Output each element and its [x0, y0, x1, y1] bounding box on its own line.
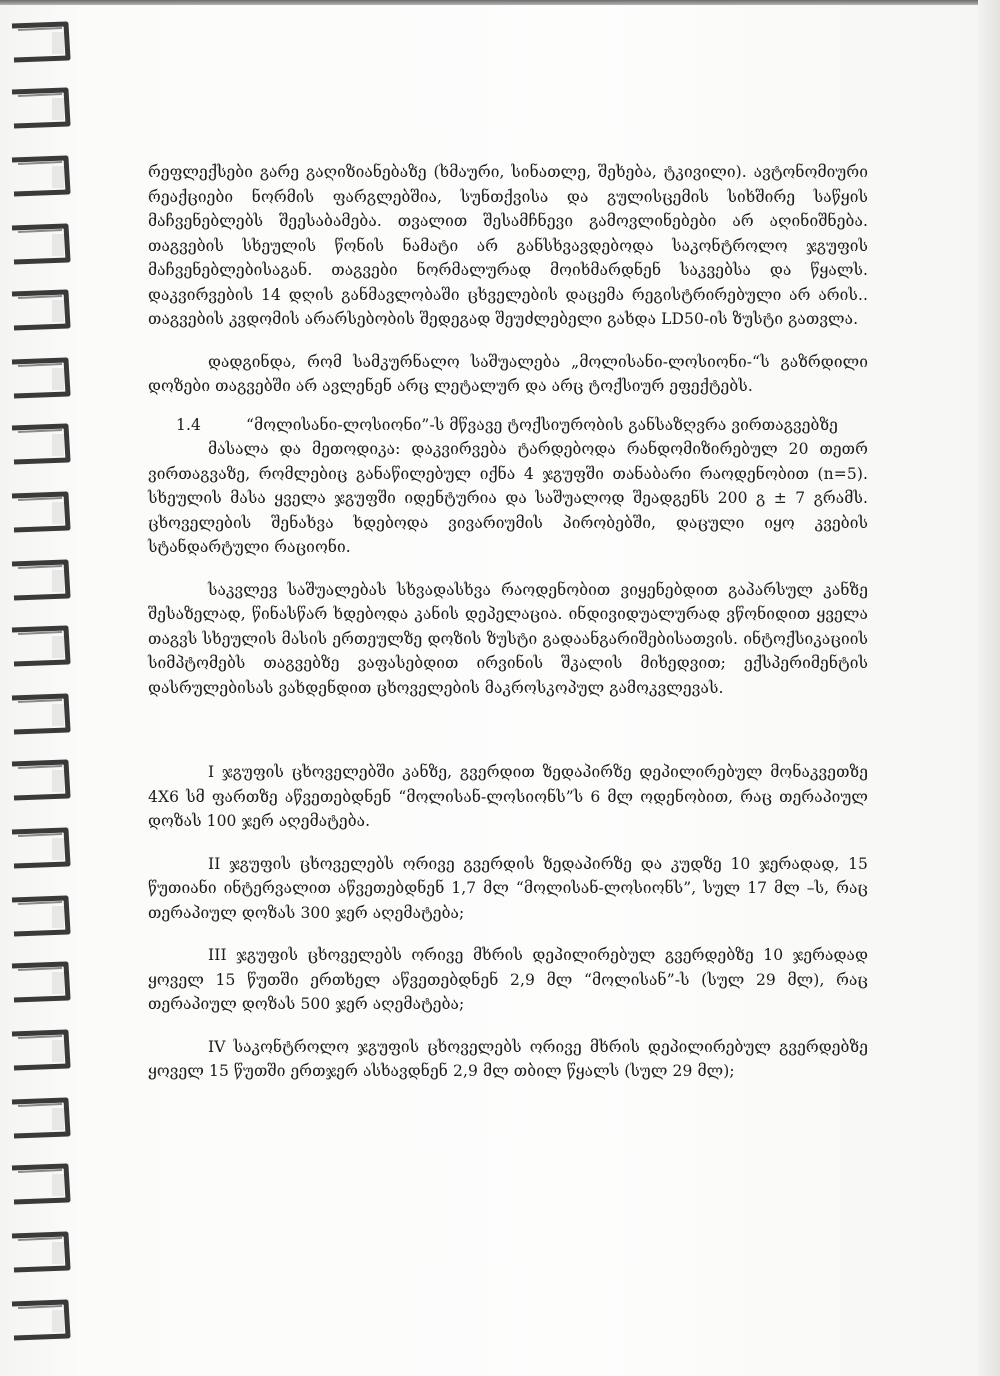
- binding-ring-icon: [8, 354, 76, 400]
- binding-ring-icon: [8, 18, 76, 64]
- binding-ring-icon: [8, 152, 76, 198]
- binding-ring-icon: [8, 756, 76, 802]
- paragraph: IV საკონტროლო ჯგუფის ცხოველებს ორივე მხრის დეპილირებულ გვერდებზე ყოველ 15 წუთში ერთჯერ ასხავდნენ 2,9 მლ თბილ წყალს (სულ 29 მლ);: [148, 1037, 868, 1080]
- document-body: [148, 160, 868, 1084]
- section-number: 1.4: [176, 415, 201, 434]
- paragraph: დადგინდა, რომ სამკურნალო საშუალება „მოლისანი-ლოსიონი-“ს გაზრდილი დოზები თაგვებში არ ავლენენ არც ლეტალურ და არც ტოქსიურ ეფექტებს.: [148, 352, 868, 395]
- page-top-edge: [0, 0, 1000, 5]
- binding-ring-icon: [8, 1160, 76, 1206]
- paragraph: II ჯგუფის ცხოველებს ორივე გვერდის ზედაპირზე და კუდზე 10 ჯერადად, 15 წუთიანი ინტერვალით აწვეთებდნენ 1,7 მლ “მოლისან-ლოსიონს”, სულ 17 მლ –ს, რაც თერაპიულ დოზას 300 ჯერ აღემატება;: [148, 854, 868, 922]
- binding-ring-icon: [8, 220, 76, 266]
- binding-ring-icon: [8, 1026, 76, 1072]
- binding-ring-icon: [8, 690, 76, 736]
- spiral-binding: [0, 0, 90, 1376]
- section-heading: [148, 413, 868, 438]
- binding-ring-icon: [8, 622, 76, 668]
- paragraph: I ჯგუფის ცხოველებში კანზე, გვერდით ზედაპირზე დეპილირებულ მონაკვეთზე 4X6 სმ ფართზე აწვეთებდნენ “მოლისან-ლოსიონს”ს 6 მლ ოდენობით, რაც თერაპიულ დოზას 100 ჯერ აღემატება.: [148, 763, 868, 830]
- binding-ring-icon: [8, 1296, 76, 1342]
- binding-ring-icon: [8, 84, 76, 130]
- binding-ring-icon: [8, 958, 76, 1004]
- binding-ring-icon: [8, 892, 76, 938]
- binding-ring-icon: [8, 420, 76, 466]
- binding-ring-icon: [8, 1228, 76, 1274]
- paragraph: რეფლექსები გარე გაღიზიანებაზე (ხმაური, სინათლე, შეხება, ტკივილი). ავტონომიური რეაქციები ნორმის ფარგლებშია, სუნთქვისა და გულისცემის სიხშირე საწყის მაჩვენებლებს შეესაბამება. თვალით შესამჩნევი გამოვლინებები არ აღინიშნება. თაგვების სხეულის წონის ნამატი არ განსხვავდებოდა საკონტროლო ჯგუფის მაჩვენებლებისაგან. თაგვები ნორმალურად მოიხმარდნენ საკვებსა და წყალს. დაკვირვების 14 დღის განმავლობაში ცხველების დაცემა რეგისტრირებული არ არის.. თაგვების კვდომის არარსებობის შედეგად შეუძლებელი გახდა LD50-ის ზუსტი გათვლა.: [148, 163, 868, 328]
- paragraph: მასალა და მეთოდიკა: დაკვირვება ტარდებოდა რანდომიზირებულ 20 თეთრ ვირთაგვაზე, რომლებიც განაწილებულ იქნა 4 ჯგუფში თანაბარი რაოდენობით (n=5). სხეულის მასა ყველა ჯგუფში იდენტურია და საშუალოდ შეადგენს 200 გ ± 7 გრამს. ცხოველების შენახვა ხდებოდა ვივარიუმის პირობებში, დაცული იყო კვების სტანდარტული რაციონი.: [148, 440, 868, 556]
- section-title: “მოლისანი-ლოსიონი”-ს მწვავე ტოქსიურობის განსაზღვრა ვირთაგვებზე: [246, 415, 838, 434]
- page-right-edge: [978, 0, 1000, 1376]
- binding-ring-icon: [8, 286, 76, 332]
- paragraph: საკვლევ საშუალებას სხვადასხვა რაოდენობით ვიყენებდით გაპარსულ კანზე შესაზელად, წინასწარ ხდებოდა კანის დეპელაცია. ინდივიდუალურად ვწონიდით ყველა თაგვს სხეულის მასის ერთეულზე დოზის ზუსტი გადაანგარიშებისათვის. ინტოქსიკაციის სიმპტომებს თაგვებზე ვაფასებდით ირვინის შკალის მიხედვით; ექსპერიმენტის დასრულებისას ვახდენდით ცხოველების მაკროსკოპულ გამოკვლევას.: [148, 580, 868, 697]
- paragraph: III ჯგუფის ცხოველებს ორივე მხრის დეპილირებულ გვერდებზე 10 ჯერადად ყოველ 15 წუთში ერთხელ აწვეთებდნენ 2,9 მლ “მოლისან”-ს (სულ 29 მლ), რაც თერაპიულ დოზას 500 ჯერ აღემატება;: [148, 946, 868, 1013]
- binding-ring-icon: [8, 488, 76, 534]
- binding-ring-icon: [8, 824, 76, 870]
- binding-ring-icon: [8, 1094, 76, 1140]
- binding-ring-icon: [8, 556, 76, 602]
